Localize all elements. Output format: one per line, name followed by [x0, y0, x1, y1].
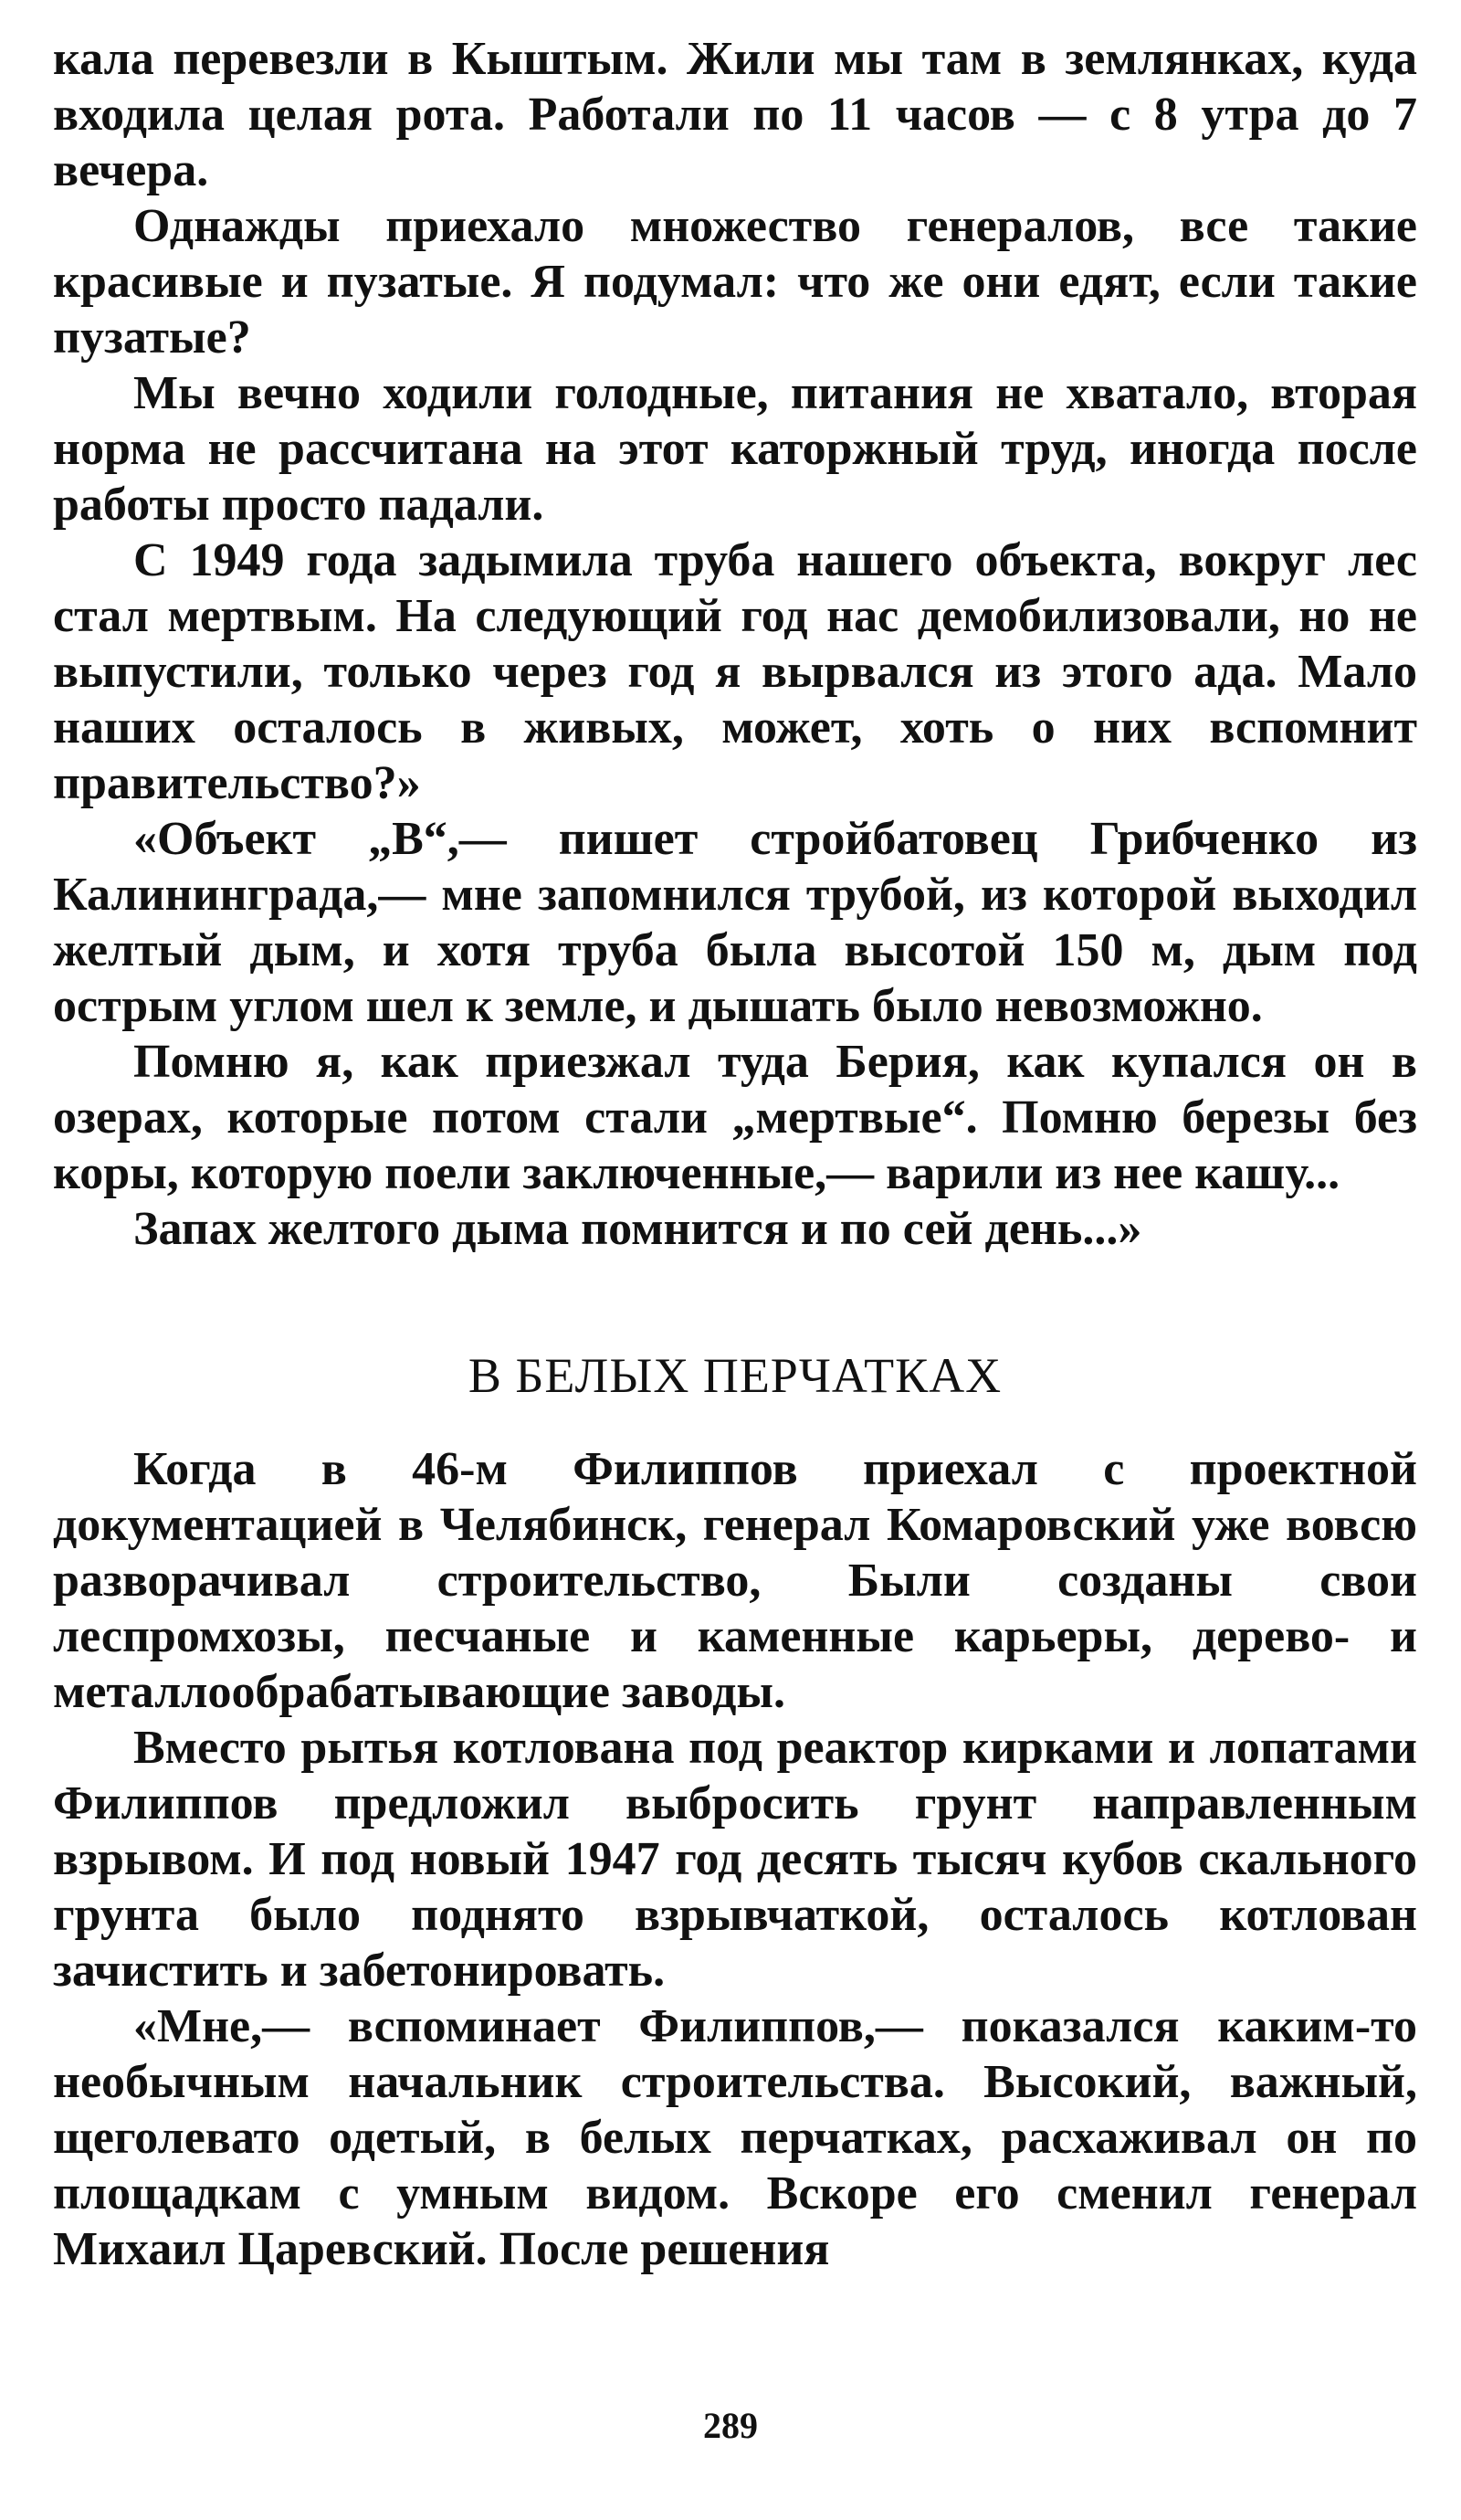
paragraph-object-v: «Объект „В“,— пишет стройбатовец Грибченко из Калининграда,— мне запомнился трубой, из которой выходил желтый дым, и хотя труба была высотой 150 м, дым под острым углом шел к земле, и дышать было невозможно. [53, 813, 1417, 1032]
paragraph-hunger: Мы вечно ходили голодные, питания не хватало, вторая норма не рассчитана на этот каторжный труд, иногда после работы просто падали. [53, 367, 1417, 531]
paragraph-beria: Помню я, как приезжал туда Берия, как купался он в озерах, которые потом стали „мертвые“. Помню березы без коры, которую поели заключенные,— варили из нее кашу... [53, 1036, 1417, 1199]
paragraph-1949: С 1949 года задымила труба нашего объекта, вокруг лес стал мертвым. На следующий год нас демобилизовали, но не выпустили, только через год я вырвался из этого ада. Мало наших осталось в живых, может, хоть о них вспомнит правительство?» [53, 534, 1417, 809]
paragraph-white-gloves: «Мне,— вспоминает Филиппов,— показался каким-то необычным начальник строительства. Высокий, важный, щеголевато одетый, в белых перчатках, расхаживал он по площадкам с умным видом. Вскоре его сменил генерал Михаил Царевский. После решения [53, 2000, 1417, 2275]
paragraph-filippov-arrival: Когда в 46-м Филиппов приехал с проектной документацией в Челябинск, генерал Комаровский уже вовсю разворачивал строительство, Были созданы свои леспромхозы, песчаные и каменные карьеры, дерево- и металлообрабатывающие заводы. [53, 1443, 1417, 1718]
section-heading: В БЕЛЫХ ПЕРЧАТКАХ [468, 1348, 1003, 1403]
paragraph-continued: кала перевезли в Кыштым. Жили мы там в землянках, куда входила целая рота. Работали по 11 часов — с 8 утра до 7 вечера. [53, 33, 1417, 196]
page-number: 289 [703, 2405, 758, 2446]
paragraph-yellow-smoke: Запах желтого дыма помнится и по сей день...» [133, 1203, 1142, 1255]
book-page [53, 31, 1417, 2277]
paragraph-generals: Однажды приехало множество генералов, все такие красивые и пузатые. Я подумал: что же они едят, если такие пузатые? [53, 200, 1417, 364]
paragraph-explosion: Вместо рытья котлована под реактор кирками и лопатами Филиппов предложил выбросить грунт направленным взрывом. И под новый 1947 год десять тысяч кубов скального грунта было поднято взрывчаткой, осталось котлован зачистить и забетонировать. [53, 1722, 1417, 1997]
